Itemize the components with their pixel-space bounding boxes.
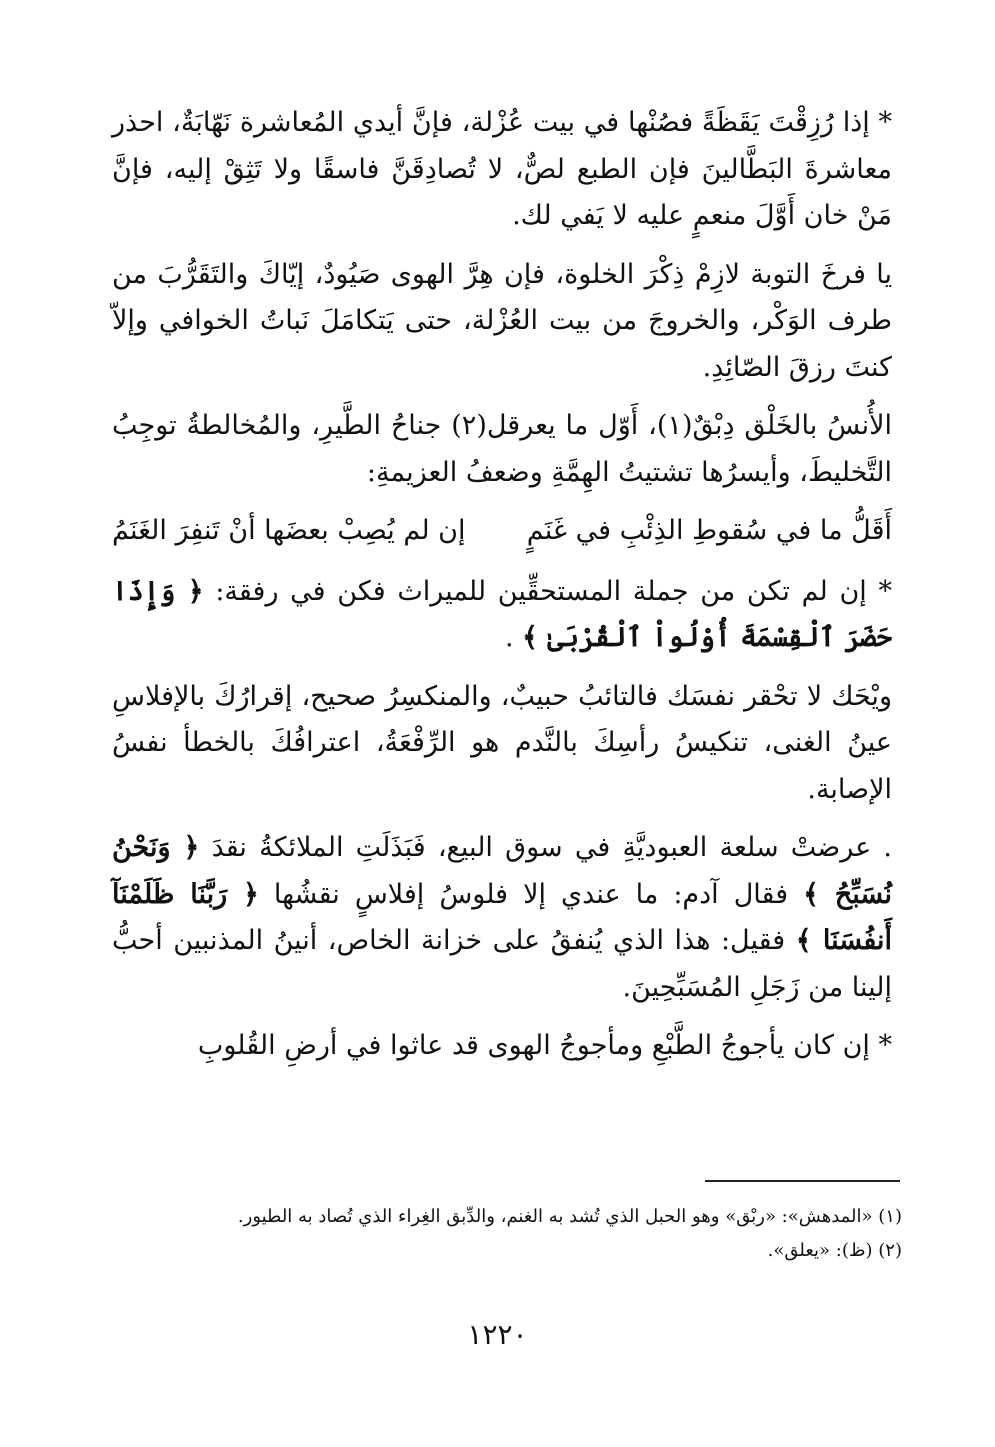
paragraph-gog-magog: * إن كان يأجوجُ الطَّبْعِ ومأجوجُ الهوى قد عاثوا في أرضِ القُلوبِ: [197, 1030, 892, 1061]
paragraph-inheritance: [112, 569, 892, 662]
main-text: [112, 100, 892, 1082]
paragraph-companionship: الأُنسُ بالخَلْق دِبْقٌ(١)، أَوّل ما يعرقل(٢) جناحُ الطَّيرِ، والمُخالطةُ توجِبُ التَّخليطَ، وأيسرُها تشتيتُ الهِمَّةِ وضعفُ العزيمةِ:: [112, 410, 893, 488]
inheritance-text: * إن لم تكن من جملة المستحقِّين للميراث فكن في رفقة:: [215, 575, 892, 607]
adam-text-part2: فقال آدم: ما عندي إلا فلوسُ إفلاسٍ نقشُها: [273, 878, 789, 910]
footnote-divider: [705, 1180, 900, 1182]
poetry-verse: [112, 508, 892, 555]
verse-hemistich-first: أَقَلُّ ما في سُقوطِ الذِئْبِ في غَنَمٍ: [526, 515, 892, 546]
quran-quote-inheritance: ﴿ وَإِذَا حَضَرَ ٱلْقِسْمَةَ أُوْلُواْ ٱلْقُرْبَىٰ ﴾: [112, 575, 892, 653]
paragraph-self-contempt: ويْحَك لا تحْقر نفسَك فالتائبُ حبيبٌ، والمنكسِرُ صحيح، إقرارُكَ بالإفلاسِ عينُ الغنى، تنكيسُ رأسِكَ بالنَّدم هو الرِّفْعَةُ، اعترافُكَ بالخطأ نفسُ الإصابة.: [112, 680, 892, 805]
paragraph-vigilance: * إذا رُزِقْتَ يَقَظَةً فصُنْها في بيت عُزْلة، فإنَّ أيدي المُعاشرة نَهّابَةٌ، احذر معاشرةَ البَطَّالينَ فإن الطبع لصٌّ، لا تُصادِقَنَّ فاسقًا ولا تَثِقْ إليه، فإنَّ مَنْ خان أَوَّلَ منعمٍ عليه لا يَفي لك.: [112, 107, 892, 231]
paragraph-repentance-chick: يا فرخَ التوبة لازِمْ ذِكْرَ الخلوة، فإن هِرَّ الهوى صَيُودٌ، إيّاكَ والتَقَرُّبَ من طرف الوَكْر، والخروجَ من بيت العُزْلة، حتى يَتكامَلَ نَباتُ الخوافي وإلاّ كنتَ رزقَ الصّائِدِ.: [112, 258, 892, 383]
paragraph-adam: [112, 825, 892, 1011]
footnote-1: (١) «المدهش»: «ربْق» وهو الحبل الذي تُشد به الغنم، والدِّبق الغِراء الذي تُصاد به الطيور.: [237, 1206, 902, 1227]
inheritance-end: .: [504, 622, 514, 653]
adam-text-part3: فقيل: هذا الذي يُنفقُ على خزانة الخاص، أنينُ المذنبين أحبُّ إلينا من زَجَلِ المُسَبِّحِينَ.: [112, 925, 892, 1003]
verse-hemistich-second: إن لم يُصِبْ بعضَها أنْ تَنفِرَ الغَنَمُ: [112, 515, 466, 546]
quran-quote-glorify: ﴿ وَنَحْنُ نُسَبِّحُ ﴾: [112, 832, 892, 910]
adam-text-part1: . عرضتْ سلعة العبوديَّةِ في سوق البيع، فَبَذَلَتِ الملائكةُ نقدَ: [211, 832, 892, 863]
quran-quote-wronged: ﴿ رَبَّنَا ظَلَمْنَآ أَنفُسَنَا ﴾: [112, 878, 893, 956]
page-number: ١٢٢٠: [467, 1318, 528, 1351]
footnotes: [112, 1200, 902, 1268]
footnote-2: (٢) (ظ): «يعلق».: [767, 1240, 902, 1261]
